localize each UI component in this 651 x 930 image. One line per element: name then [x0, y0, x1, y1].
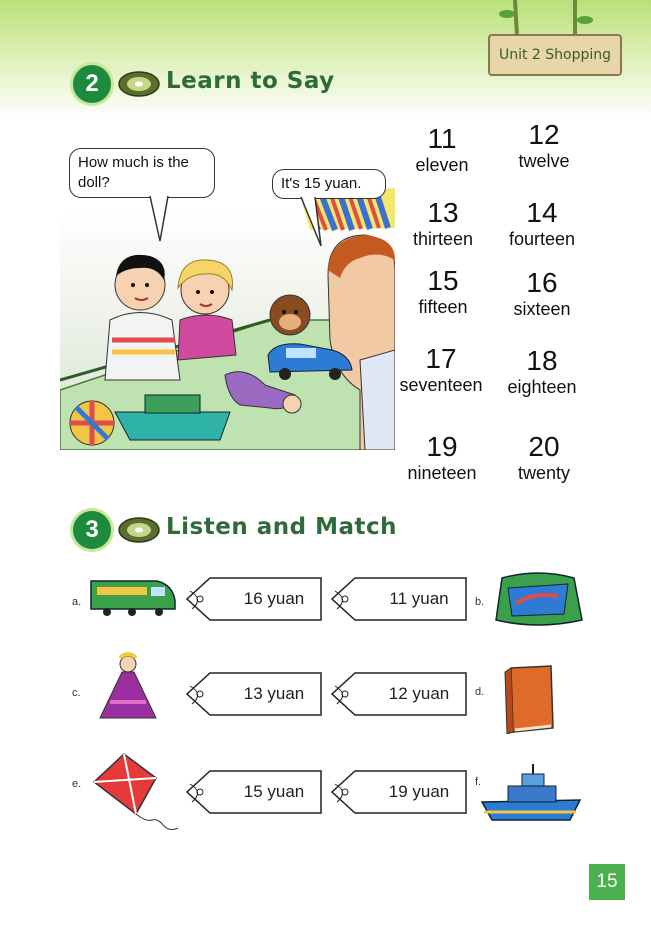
number-word: thirteen	[412, 229, 474, 249]
number-word: eighteen	[507, 377, 577, 397]
school-bag-image	[492, 570, 584, 628]
number-digit: 16	[526, 267, 558, 298]
item-letter: a.	[72, 596, 82, 608]
section-number-badge: 3	[70, 508, 114, 552]
toy-ship-image	[478, 762, 584, 824]
unit-sign: Unit 2 Shopping	[488, 34, 622, 76]
boy-speech-bubble: How much is the doll?	[69, 148, 215, 198]
number-word: eleven	[415, 155, 469, 175]
section-title: Learn to Say	[166, 68, 335, 94]
doll-image	[96, 652, 160, 722]
number-word: twenty	[517, 463, 571, 483]
number-item	[487, 346, 597, 398]
number-digit: 14	[526, 197, 558, 228]
number-word: fourteen	[508, 229, 576, 249]
price-label: 13 yuan	[243, 684, 305, 703]
page-number: 15	[589, 864, 625, 900]
number-item	[489, 120, 599, 172]
number-item	[387, 124, 497, 176]
book-image	[503, 664, 559, 734]
number-item	[386, 344, 496, 396]
price-label: 19 yuan	[388, 782, 450, 801]
item-letter: f.	[475, 776, 482, 788]
man-speech-bubble: It's 15 yuan.	[272, 169, 386, 199]
number-word: nineteen	[407, 463, 477, 483]
number-item	[489, 432, 599, 484]
price-label: 11 yuan	[389, 589, 449, 608]
bubble-tail	[146, 195, 176, 243]
number-digit: 20	[528, 431, 560, 462]
section-number-badge: 2	[70, 62, 114, 106]
kite-image	[90, 752, 186, 834]
number-item	[487, 268, 597, 320]
number-digit: 11	[427, 123, 457, 154]
number-item	[487, 198, 597, 250]
number-digit: 17	[425, 343, 457, 374]
price-tag	[331, 672, 467, 716]
item-letter: c.	[72, 687, 81, 699]
price-tag	[186, 577, 322, 621]
item-letter: b.	[475, 596, 485, 608]
number-item	[388, 198, 498, 250]
number-item	[388, 266, 498, 318]
cd-icon	[118, 70, 160, 98]
price-tag	[331, 577, 467, 621]
price-tag	[331, 770, 467, 814]
number-item	[387, 432, 497, 484]
price-label: 16 yuan	[243, 589, 305, 608]
number-word: seventeen	[399, 375, 483, 395]
toy-train-image	[87, 575, 177, 617]
price-tag	[186, 672, 322, 716]
item-letter: d.	[475, 686, 485, 698]
number-word: twelve	[518, 151, 570, 171]
number-digit: 18	[526, 345, 558, 376]
section-title: Listen and Match	[166, 514, 397, 540]
number-word: sixteen	[513, 299, 571, 319]
price-label: 15 yuan	[243, 782, 305, 801]
number-digit: 13	[427, 197, 459, 228]
number-digit: 12	[528, 119, 560, 150]
item-letter: e.	[72, 778, 82, 790]
bubble-tail	[297, 196, 327, 248]
price-label: 12 yuan	[388, 684, 450, 703]
number-digit: 19	[426, 431, 458, 462]
number-word: fifteen	[418, 297, 468, 317]
price-tag	[186, 770, 322, 814]
cd-icon	[118, 516, 160, 544]
number-digit: 15	[427, 265, 459, 296]
